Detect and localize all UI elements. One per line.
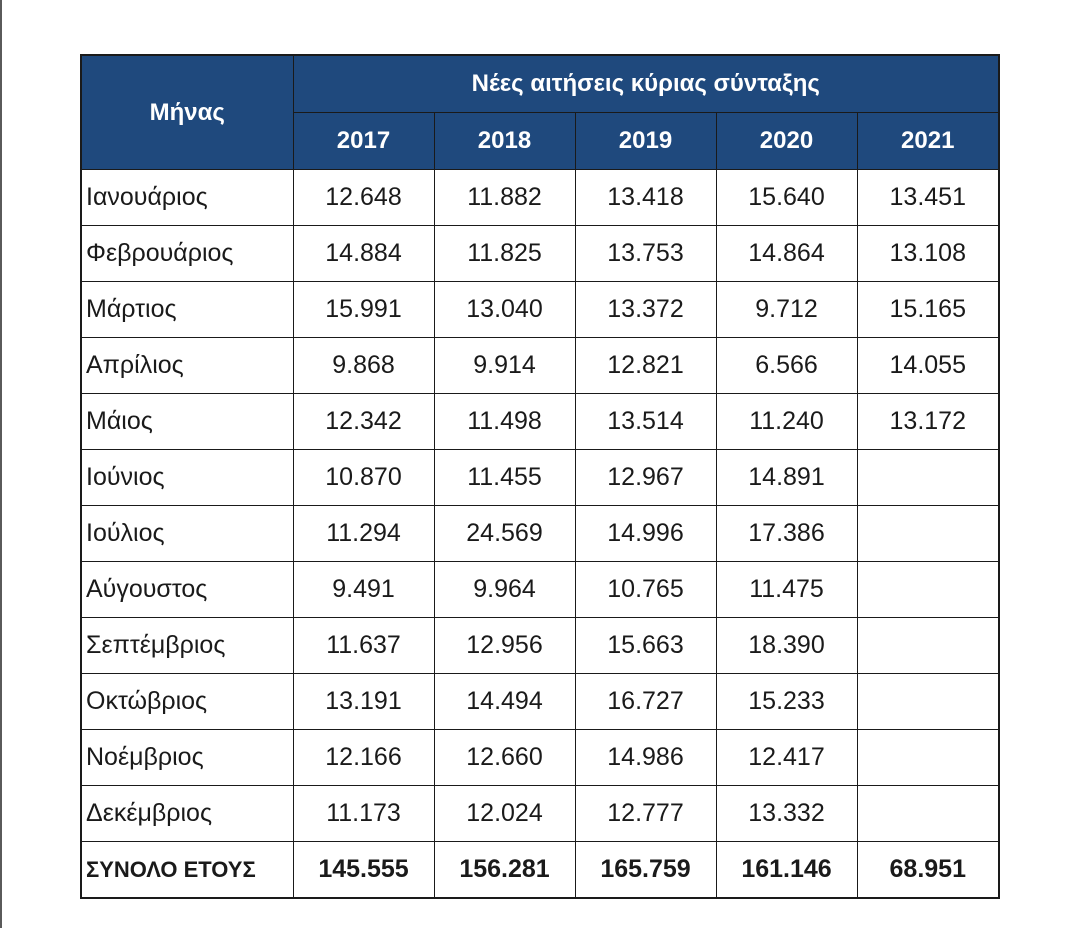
value-cell: 17.386 — [716, 506, 857, 562]
value-cell — [857, 506, 999, 562]
value-cell: 9.914 — [434, 338, 575, 394]
month-column-header: Μήνας — [81, 55, 293, 170]
value-cell: 14.864 — [716, 226, 857, 282]
month-cell: Οκτώβριος — [81, 674, 293, 730]
value-cell: 6.566 — [716, 338, 857, 394]
value-cell: 12.777 — [575, 786, 716, 842]
applications-group-header: Νέες αιτήσεις κύριας σύνταξης — [293, 55, 999, 113]
total-value-cell: 165.759 — [575, 842, 716, 899]
value-cell: 14.891 — [716, 450, 857, 506]
value-cell: 11.475 — [716, 562, 857, 618]
value-cell: 14.884 — [293, 226, 434, 282]
month-cell: Μάιος — [81, 394, 293, 450]
value-cell — [857, 674, 999, 730]
total-value-cell: 161.146 — [716, 842, 857, 899]
table-row — [81, 226, 999, 282]
value-cell: 13.332 — [716, 786, 857, 842]
table-row — [81, 338, 999, 394]
value-cell: 10.870 — [293, 450, 434, 506]
left-edge-divider — [0, 0, 2, 928]
value-cell: 11.240 — [716, 394, 857, 450]
table-body — [81, 170, 999, 899]
value-cell: 9.712 — [716, 282, 857, 338]
value-cell: 13.108 — [857, 226, 999, 282]
value-cell — [857, 730, 999, 786]
value-cell: 11.825 — [434, 226, 575, 282]
value-cell — [857, 618, 999, 674]
value-cell: 12.024 — [434, 786, 575, 842]
year-header-2021: 2021 — [857, 113, 999, 170]
value-cell: 11.294 — [293, 506, 434, 562]
value-cell: 11.173 — [293, 786, 434, 842]
value-cell: 13.191 — [293, 674, 434, 730]
table-row — [81, 562, 999, 618]
value-cell: 15.991 — [293, 282, 434, 338]
total-value-cell: 156.281 — [434, 842, 575, 899]
table-row — [81, 730, 999, 786]
total-label-cell: ΣΥΝΟΛΟ ΕΤΟΥΣ — [81, 842, 293, 899]
value-cell: 13.418 — [575, 170, 716, 226]
value-cell: 13.451 — [857, 170, 999, 226]
value-cell: 11.498 — [434, 394, 575, 450]
month-cell: Μάρτιος — [81, 282, 293, 338]
month-cell: Σεπτέμβριος — [81, 618, 293, 674]
value-cell: 9.491 — [293, 562, 434, 618]
value-cell: 14.986 — [575, 730, 716, 786]
value-cell: 12.342 — [293, 394, 434, 450]
table-row — [81, 786, 999, 842]
value-cell: 15.165 — [857, 282, 999, 338]
month-cell: Φεβρουάριος — [81, 226, 293, 282]
value-cell — [857, 786, 999, 842]
value-cell: 9.868 — [293, 338, 434, 394]
total-value-cell: 145.555 — [293, 842, 434, 899]
value-cell: 11.637 — [293, 618, 434, 674]
value-cell: 12.417 — [716, 730, 857, 786]
year-header-2020: 2020 — [716, 113, 857, 170]
value-cell: 12.648 — [293, 170, 434, 226]
month-cell: Αύγουστος — [81, 562, 293, 618]
value-cell: 13.514 — [575, 394, 716, 450]
table-row — [81, 506, 999, 562]
pension-applications-table — [80, 54, 1000, 899]
value-cell: 13.172 — [857, 394, 999, 450]
value-cell: 12.956 — [434, 618, 575, 674]
value-cell: 15.233 — [716, 674, 857, 730]
value-cell: 10.765 — [575, 562, 716, 618]
value-cell: 24.569 — [434, 506, 575, 562]
value-cell: 14.055 — [857, 338, 999, 394]
value-cell — [857, 562, 999, 618]
month-cell: Δεκέμβριος — [81, 786, 293, 842]
total-value-cell: 68.951 — [857, 842, 999, 899]
month-cell: Νοέμβριος — [81, 730, 293, 786]
value-cell: 13.753 — [575, 226, 716, 282]
table-row — [81, 170, 999, 226]
value-cell: 13.372 — [575, 282, 716, 338]
value-cell: 12.967 — [575, 450, 716, 506]
month-cell: Ιούλιος — [81, 506, 293, 562]
value-cell: 15.640 — [716, 170, 857, 226]
table-row — [81, 394, 999, 450]
value-cell: 13.040 — [434, 282, 575, 338]
table-row — [81, 674, 999, 730]
table-row — [81, 618, 999, 674]
value-cell: 18.390 — [716, 618, 857, 674]
table-row — [81, 450, 999, 506]
value-cell: 15.663 — [575, 618, 716, 674]
value-cell: 11.455 — [434, 450, 575, 506]
value-cell: 14.996 — [575, 506, 716, 562]
value-cell: 11.882 — [434, 170, 575, 226]
value-cell: 16.727 — [575, 674, 716, 730]
value-cell — [857, 450, 999, 506]
value-cell: 12.660 — [434, 730, 575, 786]
year-header-2018: 2018 — [434, 113, 575, 170]
month-cell: Ιούνιος — [81, 450, 293, 506]
value-cell: 12.821 — [575, 338, 716, 394]
table-row — [81, 282, 999, 338]
year-header-2017: 2017 — [293, 113, 434, 170]
value-cell: 9.964 — [434, 562, 575, 618]
total-row — [81, 842, 999, 899]
value-cell: 12.166 — [293, 730, 434, 786]
month-cell: Απρίλιος — [81, 338, 293, 394]
year-header-2019: 2019 — [575, 113, 716, 170]
month-cell: Ιανουάριος — [81, 170, 293, 226]
value-cell: 14.494 — [434, 674, 575, 730]
